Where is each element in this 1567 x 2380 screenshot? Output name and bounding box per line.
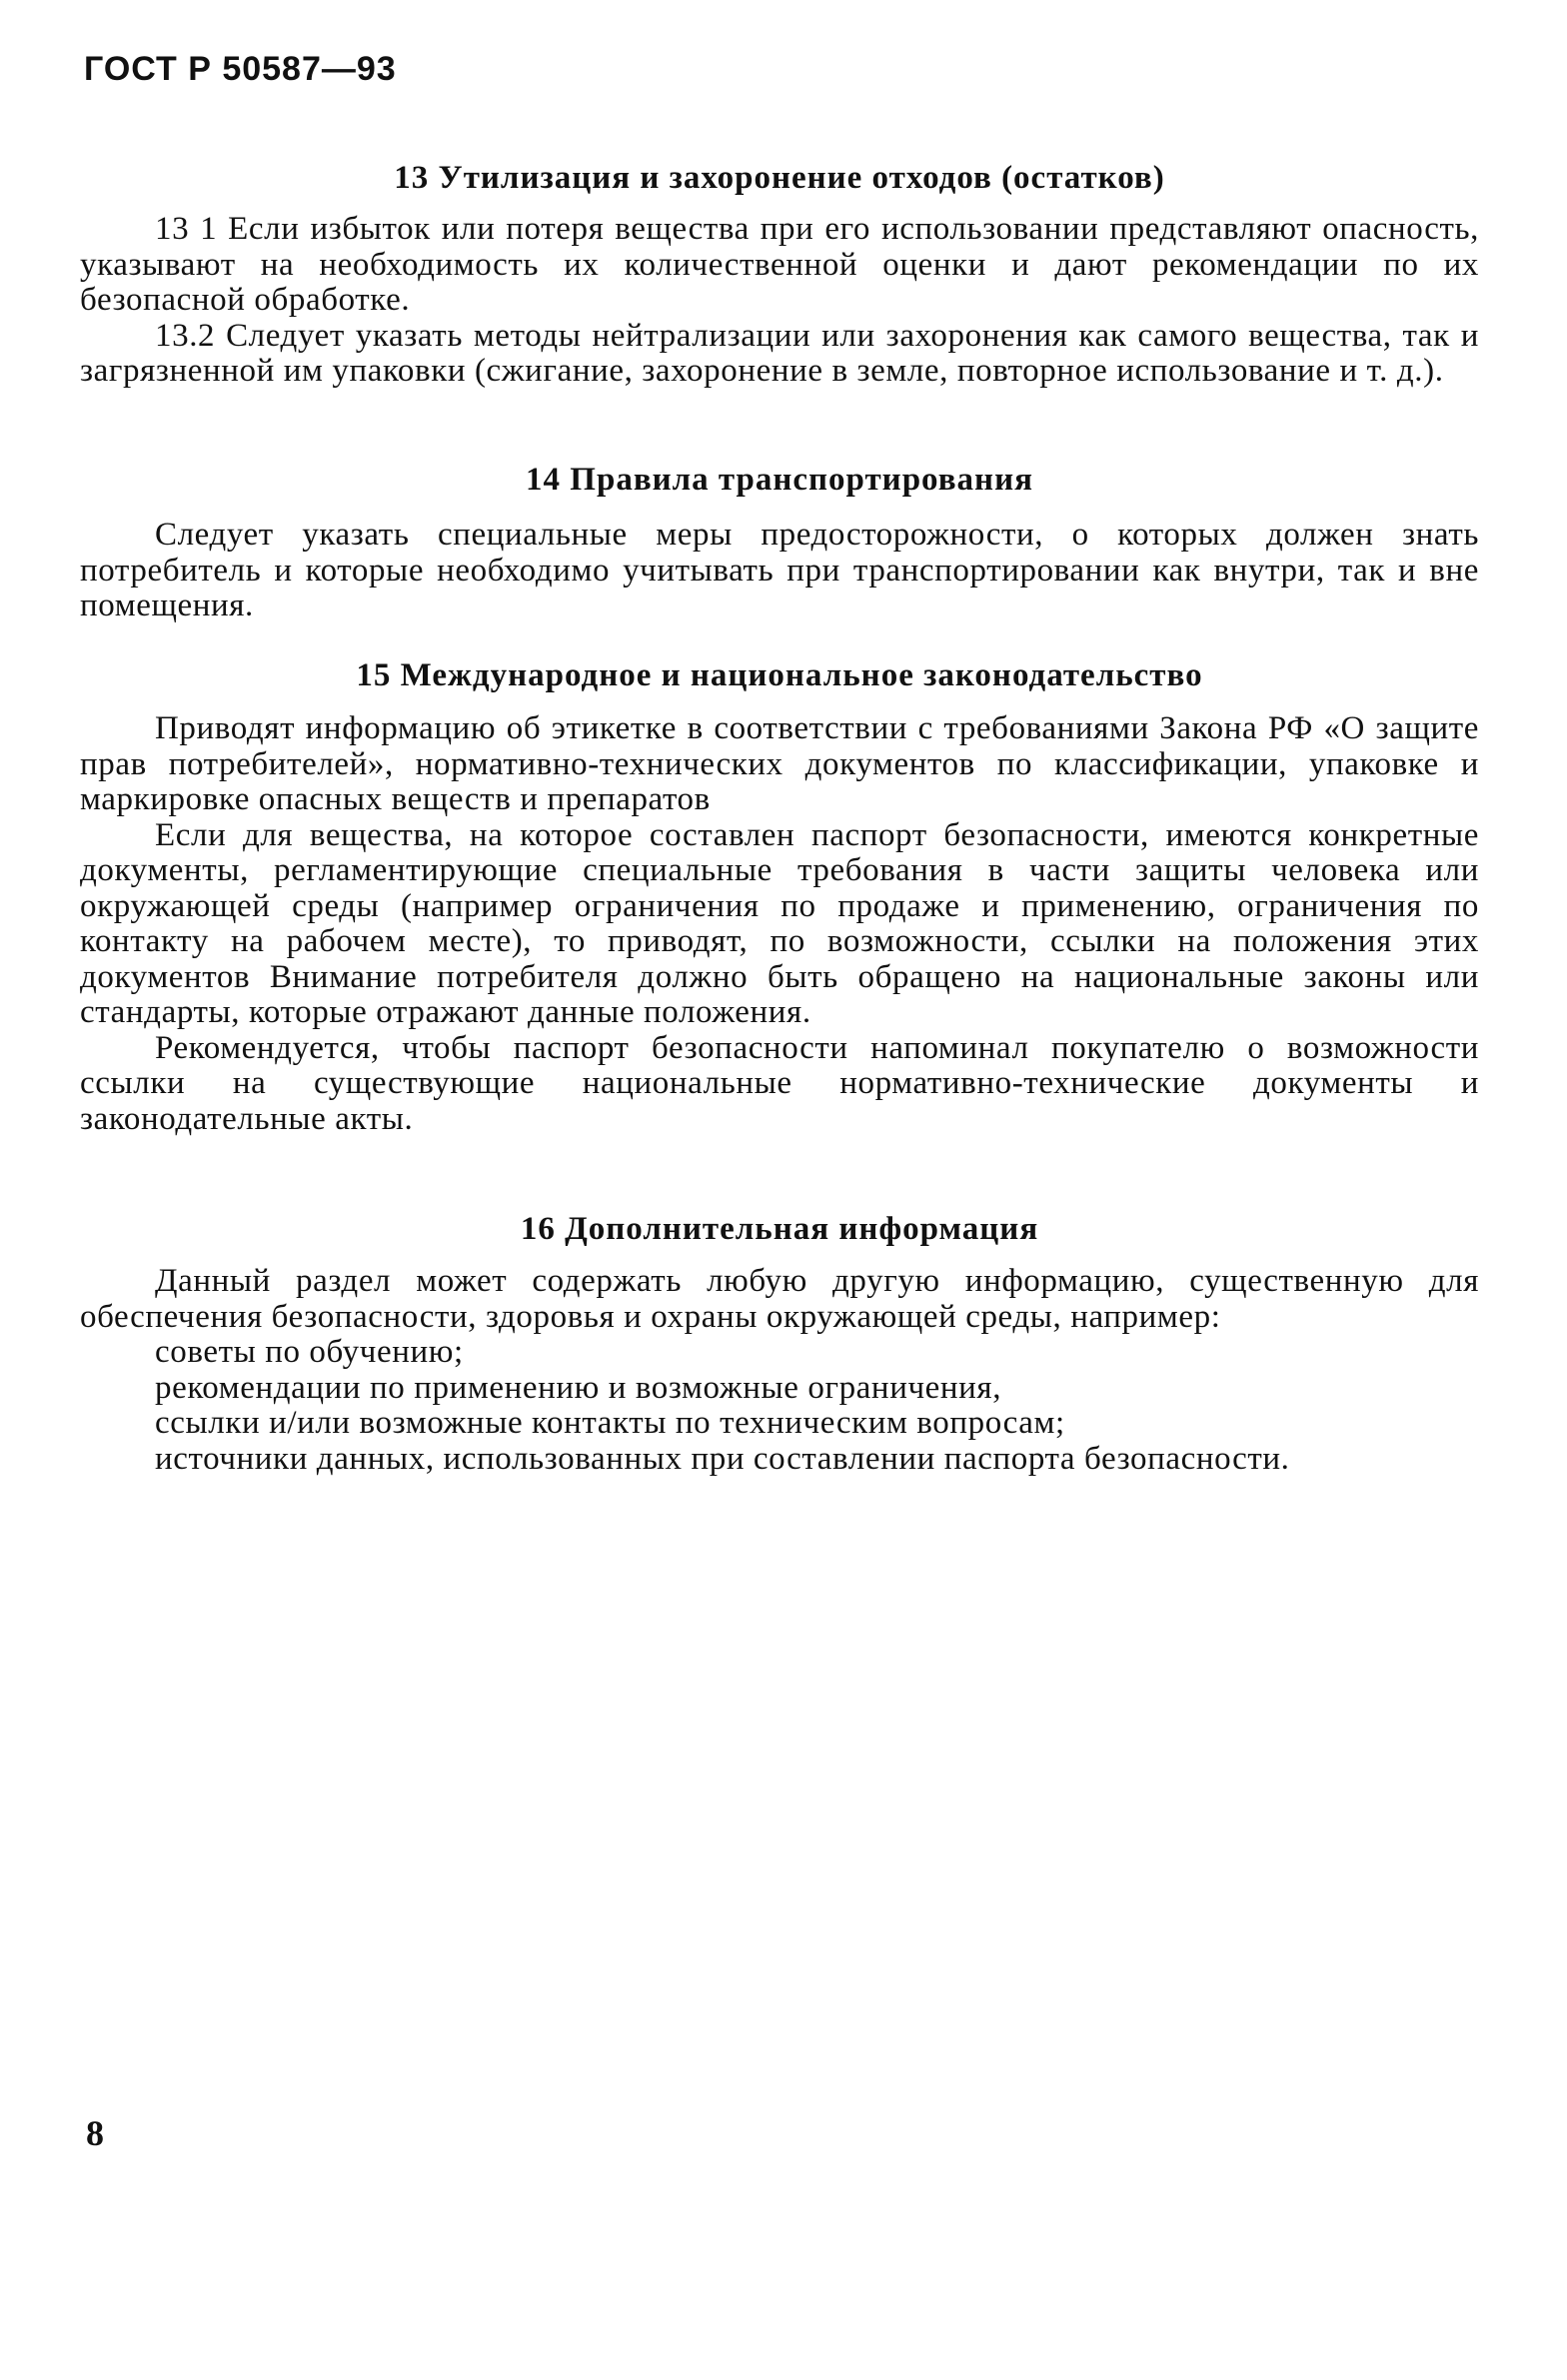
section-16-body [80, 1264, 1479, 1477]
section-13-title: 13 Утилизация и захоронение отходов (остатков) [394, 160, 1165, 196]
section-16-title: 16 Дополнительная информация [520, 1211, 1039, 1247]
section-15-body [80, 711, 1479, 1137]
paragraph-14-1: Следует указать специальные меры предосторожности, о которых должен знать потребитель и которые необходимо учитывать при транспортировании как внутри, так и вне помещения. [80, 517, 1479, 623]
paragraph-13-2: 13.2 Следует указать методы нейтрализации или захоронения как самого вещества, так и загрязненной им упаковки (сжигание, захоронение в земле, повторное использование и т. д.). [80, 317, 1479, 389]
paragraph-15-3: Рекомендуется, чтобы паспорт безопасности напоминал покупателю о возможности ссылки на существующие национальные нормативно-технические документы и законодательные акты. [80, 1029, 1479, 1137]
paragraph-16-1: Данный раздел может содержать любую другую информацию, существенную для обеспечения безопасности, здоровья и охраны окружающей среды, например: [80, 1263, 1479, 1335]
paragraph-13-1: 13 1 Если избыток или потеря вещества при его использовании представляют опасность, указывают на необходимость их количественной оценки и дают рекомендации по их безопасной обработке. [80, 211, 1479, 318]
section-14-title: 14 Правила транспортирования [526, 462, 1033, 498]
list-item: советы по обучению; [155, 1334, 464, 1370]
paragraph-15-1: Приводят информацию об этикетке в соответствии с требованиями Закона РФ «О защите прав потребителей», нормативно-технических документов по классификации, упаковке и маркировке опасных веществ и препаратов [80, 710, 1479, 817]
list-item: источники данных, использованных при составлении паспорта безопасности. [155, 1440, 1290, 1477]
section-15-title: 15 Международное и национальное законодательство [356, 657, 1203, 693]
list-item: ссылки и/или возможные контакты по техническим вопросам; [155, 1405, 1065, 1441]
section-14-body [80, 518, 1479, 624]
document-code-header: ГОСТ Р 50587—93 [84, 50, 397, 88]
list-item: рекомендации по применению и возможные ограничения, [155, 1369, 1002, 1406]
recommendations-list [80, 1335, 1479, 1477]
page-number: 8 [86, 2113, 104, 2153]
paragraph-15-2: Если для вещества, на которое составлен паспорт безопасности, имеются конкретные документы, регламентирующие специальные требования в части защиты человека или окружающей среды (например ограничения по продаже и применению, ограничения по контакту на рабочем месте), то приводят, по возможности, ссылки на положения этих документов Внимание потребителя должно быть обращено на национальные законы или стандарты, которые отражают данные положения. [80, 816, 1479, 1030]
section-13-body [80, 212, 1479, 390]
